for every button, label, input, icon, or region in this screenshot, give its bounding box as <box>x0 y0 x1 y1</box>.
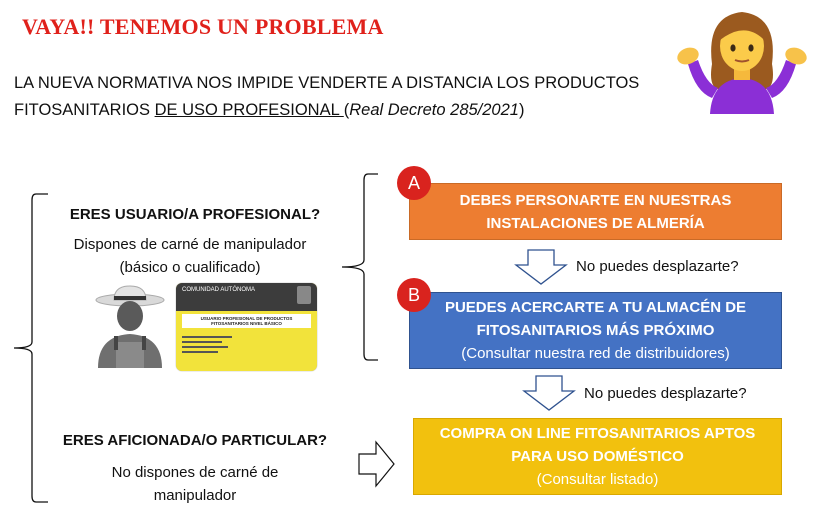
down-arrow-icon <box>522 375 576 411</box>
option-c-box <box>413 418 782 495</box>
professional-heading: ERES USUARIO/A PROFESIONAL? <box>69 206 321 223</box>
inner-brace-icon <box>338 172 382 362</box>
option-c-line1: COMPRA ON LINE FITOSANITARIOS APTOS <box>439 425 756 442</box>
amateur-heading: ERES AFICIONADA/O PARTICULAR? <box>62 432 328 449</box>
intro-decree: Real Decreto 285/2021 <box>349 101 519 119</box>
option-b-badge: B <box>397 278 431 312</box>
farmer-icon <box>92 284 168 368</box>
page-title: VAYA!! TENEMOS UN PROBLEMA <box>22 14 384 39</box>
amateur-desc-line2: manipulador <box>153 487 237 504</box>
option-b-line3: (Consultar nuestra red de distribuidores) <box>461 345 730 362</box>
option-b-box <box>409 292 782 369</box>
amateur-desc-line1: No dispones de carné de <box>111 464 279 481</box>
professional-desc-line1: Dispones de carné de manipulador <box>73 236 307 253</box>
option-a-badge: A <box>397 166 431 200</box>
right-arrow-icon <box>358 440 396 488</box>
question-1: No puedes desplazarte? <box>576 258 739 275</box>
down-arrow-icon <box>514 249 568 285</box>
shrugging-woman-icon <box>672 2 812 114</box>
card-band: USUARIO PROFESIONAL DE PRODUCTOS FITOSANITARIOS NIVEL BÁSICO <box>182 314 311 328</box>
option-b-line2: FITOSANITARIOS MÁS PRÓXIMO <box>476 322 715 339</box>
card-header: COMUNIDAD AUTÓNOMA <box>182 287 256 293</box>
option-a-line2: INSTALACIONES DE ALMERÍA <box>486 214 705 232</box>
professional-desc-line2: (básico o cualificado) <box>119 259 261 276</box>
license-card-icon <box>176 283 317 371</box>
option-c-line2: PARA USO DOMÉSTICO <box>511 448 684 465</box>
option-a-box <box>409 183 782 240</box>
intro-underlined: DE USO PROFESIONAL <box>154 101 344 119</box>
option-c-line3: (Consultar listado) <box>536 471 659 488</box>
question-2: No puedes desplazarte? <box>584 385 747 402</box>
option-b-line1: PUEDES ACERCARTE A TU ALMACÉN DE <box>444 299 747 316</box>
intro-text: LA NUEVA NORMATIVA NOS IMPIDE VENDERTE A DISTANCIA LOS PRODUCTOS FITOSANITARIOS DE USO PROFESIONAL (Real Decreto 285/2021) <box>14 74 640 119</box>
option-a-line1: DEBES PERSONARTE EN NUESTRAS <box>459 191 732 209</box>
